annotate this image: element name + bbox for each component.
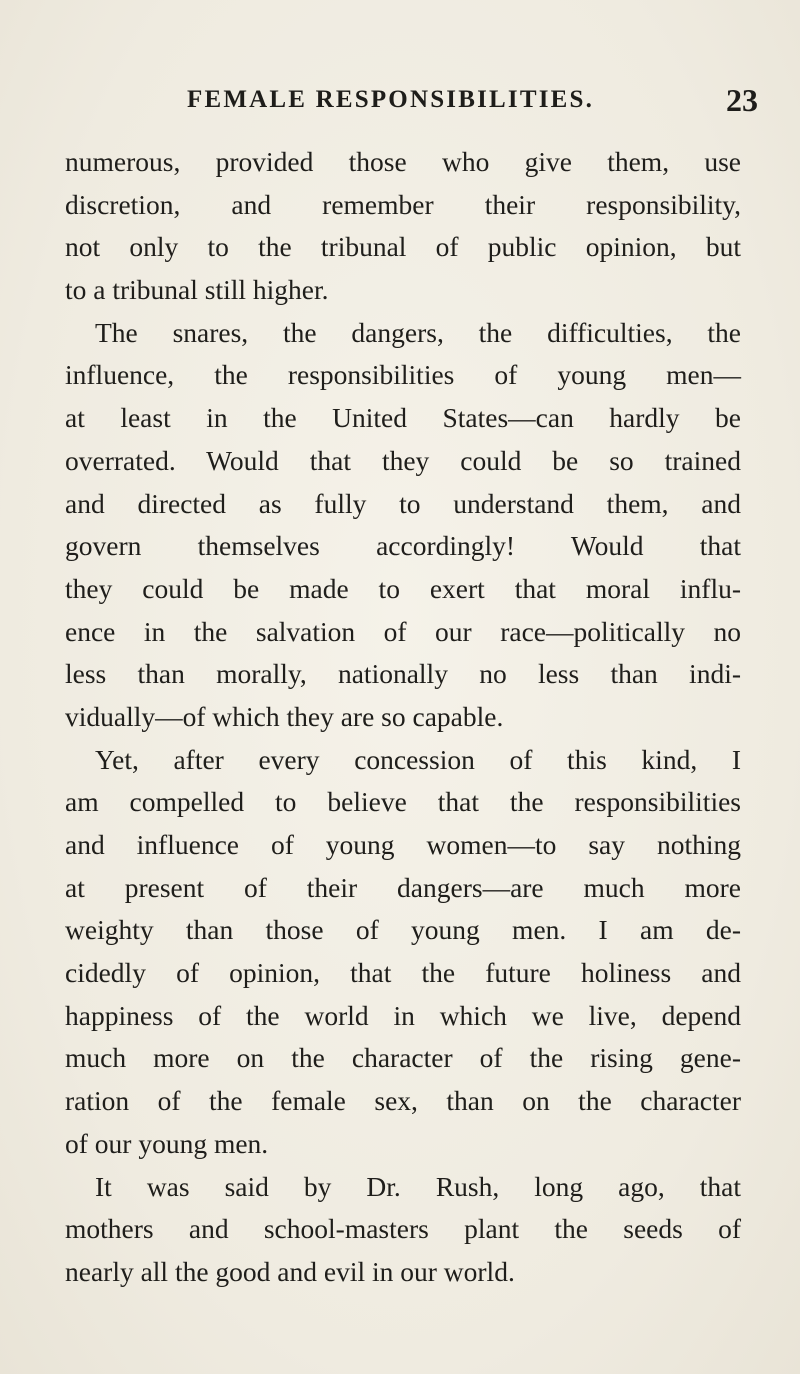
page-number: 23: [726, 82, 758, 118]
page-header: [60, 82, 760, 122]
text-line: govern themselves accordingly! Would that: [65, 530, 741, 562]
text-line: at present of their dangers—are much more: [65, 871, 741, 903]
text-line: much more on the character of the rising gene-: [65, 1042, 741, 1074]
text-line: overrated. Would that they could be so trained: [65, 444, 741, 476]
text-line: Yet, after every concession of this kind, I: [95, 743, 741, 775]
text-line: The snares, the dangers, the difficulties, the: [95, 316, 741, 348]
text-line: am compelled to believe that the responsibilities: [65, 786, 741, 818]
text-line: numerous, provided those who give them, use: [65, 146, 741, 177]
text-line: weighty than those of young men. I am de-: [65, 914, 741, 946]
text-line: and directed as fully to understand them, and: [65, 487, 741, 519]
text-line: It was said by Dr. Rush, long ago, that: [95, 1170, 741, 1202]
text-line: they could be made to exert that moral influ-: [65, 572, 741, 604]
text-line: ration of the female sex, than on the character: [65, 1085, 741, 1117]
text-line: ence in the salvation of our race—politically no: [65, 615, 741, 647]
body-text: [65, 141, 741, 1294]
text-line: at least in the United States—can hardly be: [65, 402, 741, 434]
text-line: influence, the responsibilities of young men—: [65, 359, 741, 391]
text-line: less than morally, nationally no less than indi-: [65, 658, 741, 690]
text-line: nearly all the good and evil in our world.: [65, 1255, 515, 1287]
text-line: discretion, and remember their responsibility,: [65, 188, 741, 220]
text-line: vidually—of which they are so capable.: [65, 700, 504, 732]
text-line: to a tribunal still higher.: [65, 274, 329, 306]
text-line: and influence of young women—to say nothing: [65, 829, 741, 860]
text-line: cidedly of opinion, that the future holiness and: [65, 957, 741, 989]
running-head: FEMALE RESPONSIBILITIES.: [187, 86, 595, 113]
text-line: of our young men.: [65, 1127, 269, 1159]
text-line: happiness of the world in which we live, depend: [65, 999, 741, 1031]
text-line: not only to the tribunal of public opinion, but: [65, 231, 741, 263]
text-line: mothers and school-masters plant the seeds of: [65, 1213, 741, 1245]
